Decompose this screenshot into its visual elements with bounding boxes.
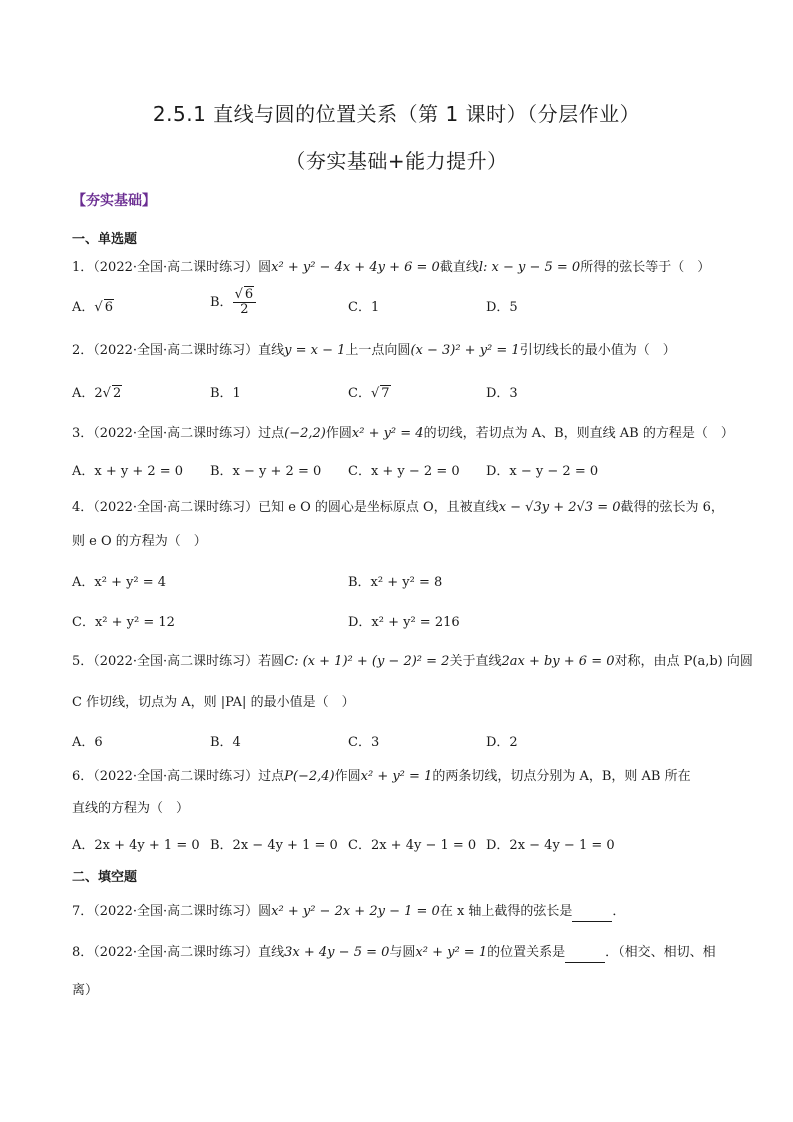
option-a[interactable]: A．2x + 4y + 1 = 0 bbox=[72, 838, 200, 853]
answer-blank[interactable] bbox=[572, 907, 612, 922]
question-3-options bbox=[72, 460, 752, 484]
question-4-line2: 则 e O 的方程为（ ） bbox=[72, 534, 207, 549]
option-b[interactable]: B．x² + y² = 8 bbox=[348, 575, 443, 590]
option-a[interactable]: A．x² + y² = 4 bbox=[72, 575, 167, 590]
option-d[interactable]: D．x − y − 2 = 0 bbox=[486, 464, 599, 479]
option-c[interactable]: C．x + y − 2 = 0 bbox=[348, 464, 460, 479]
question-3: 3．（2022·全国·高二课时练习）过点(−2,2)作圆x² + y² = 4的切线，若切点为 A、B，则直线 AB 的方程是（ ） bbox=[72, 426, 734, 441]
question-8-line2: 离） bbox=[72, 983, 99, 998]
option-d[interactable]: D．3 bbox=[486, 386, 518, 401]
option-d[interactable]: D．5 bbox=[486, 300, 518, 315]
page-subtitle: （夯实基础+能力提升） bbox=[285, 149, 508, 173]
option-d[interactable]: D．2 bbox=[486, 735, 518, 750]
question-5-options bbox=[72, 731, 752, 755]
question-6: 6．（2022·全国·高二课时练习）过点P(−2,4)作圆x² + y² = 1的两条切线，切点分别为 A，B，则 AB 所在 bbox=[72, 769, 691, 784]
question-5: 5．（2022·全国·高二课时练习）若圆C: (x + 1)² + (y − 2)² = 2关于直线2ax + by + 6 = 0对称，由点 P(a,b) 向圆 bbox=[72, 654, 753, 669]
question-7: 7．（2022·全国·高二课时练习）圆x² + y² − 2x + 2y − 1 = 0在 x 轴上截得的弦长是 ． bbox=[72, 902, 733, 922]
question-2: 2．（2022·全国·高二课时练习）直线y = x − 1上一点向圆(x − 3)² + y² = 1引切线长的最小值为（ ） bbox=[72, 343, 676, 358]
option-b[interactable]: B．2x − 4y + 1 = 0 bbox=[210, 838, 338, 853]
option-c[interactable]: C．3 bbox=[348, 735, 380, 750]
option-b[interactable]: B．1 bbox=[210, 386, 241, 401]
question-6-options bbox=[72, 834, 752, 858]
question-6-line2: 直线的方程为（ ） bbox=[72, 801, 190, 816]
heading-fill-blank: 二、填空题 bbox=[72, 870, 138, 885]
option-a[interactable]: A．x + y + 2 = 0 bbox=[72, 464, 184, 479]
heading-single-choice: 一、单选题 bbox=[72, 232, 138, 247]
option-c[interactable]: C．√ 7 bbox=[348, 386, 390, 401]
option-c[interactable]: C．2x + 4y − 1 = 0 bbox=[348, 838, 477, 853]
option-a[interactable]: A．2√ 2 bbox=[72, 386, 122, 401]
option-a[interactable]: A．√ 6 bbox=[72, 300, 113, 315]
page-title: 2.5.1 直线与圆的位置关系（第 1 课时）（分层作业） bbox=[152, 102, 641, 126]
section-label: 【夯实基础】 bbox=[72, 193, 156, 209]
question-5-line2: C 作切线，切点为 A，则 |PA| 的最小值是（ ） bbox=[72, 695, 355, 710]
question-2-options bbox=[72, 382, 752, 406]
question-1: 1．（2022·全国·高二课时练习）圆x² + y² − 4x + 4y + 6 = 0截直线l: x − y − 5 = 0所得的弦长等于（ ） bbox=[72, 260, 711, 275]
option-d[interactable]: D．x² + y² = 216 bbox=[348, 615, 460, 630]
option-c[interactable]: C．1 bbox=[348, 300, 380, 315]
question-4-options-row2 bbox=[72, 611, 752, 635]
option-b[interactable]: B． $\frac{√ 6}{2}$ bbox=[210, 288, 256, 317]
option-b[interactable]: B．4 bbox=[210, 735, 241, 750]
question-4: 4．（2022·全国·高二课时练习）已知 e O 的圆心是坐标原点 O，且被直线x − √3y + 2√3 = 0截得的弦长为 6， bbox=[72, 500, 724, 515]
question-4-options-row1 bbox=[72, 571, 752, 595]
option-d[interactable]: D．2x − 4y − 1 = 0 bbox=[486, 838, 615, 853]
option-b[interactable]: B．x − y + 2 = 0 bbox=[210, 464, 322, 479]
answer-blank[interactable] bbox=[565, 948, 605, 963]
question-1-options bbox=[72, 287, 752, 320]
option-a[interactable]: A．6 bbox=[72, 735, 103, 750]
option-c[interactable]: C．x² + y² = 12 bbox=[72, 615, 175, 630]
question-8: 8．（2022·全国·高二课时练习）直线3x + 4y − 5 = 0与圆x² + y² = 1的位置关系是 ．（相交、相切、相 bbox=[72, 943, 733, 963]
